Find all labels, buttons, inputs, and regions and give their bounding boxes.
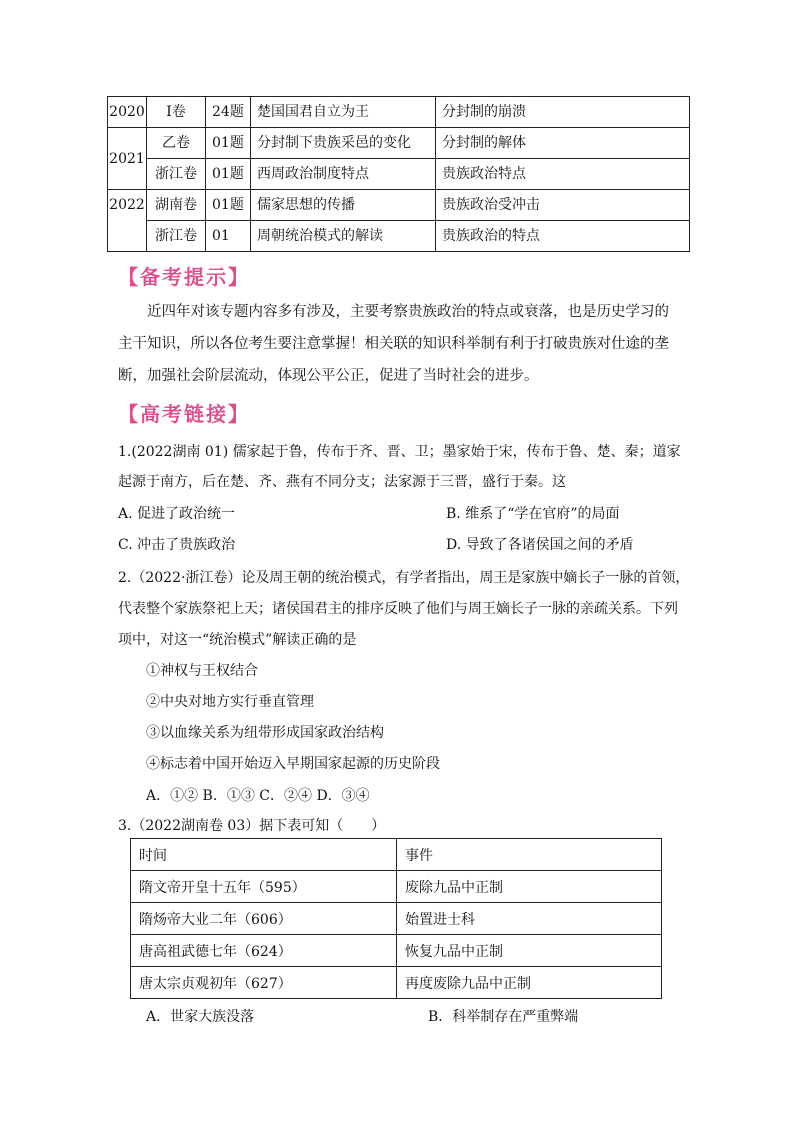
question-number-cell: 24题 (206, 97, 251, 128)
q3-option-a: A．世家大族没落 (146, 1009, 255, 1025)
paper-cell: 湖南卷 (147, 190, 206, 221)
exam-table (107, 96, 690, 252)
events-table (130, 838, 662, 999)
time-cell: 隋文帝开皇十五年（595） (131, 871, 397, 903)
link-heading: 【高考链接】 (118, 402, 250, 426)
paper-cell: 浙江卷 (147, 159, 206, 190)
table-row (108, 159, 690, 190)
event-cell: 废除九品中正制 (397, 871, 662, 903)
header-time: 时间 (131, 839, 397, 871)
question-number-cell: 01 (206, 221, 251, 252)
topic-cell: 儒家思想的传播 (251, 190, 436, 221)
point-cell: 分封制的解体 (436, 128, 690, 159)
table-row (108, 190, 690, 221)
time-cell: 隋炀帝大业二年（606） (131, 903, 397, 935)
time-cell: 唐高祖武德七年（624） (131, 935, 397, 967)
year-cell: 2020 (108, 97, 147, 128)
table-row (108, 97, 690, 128)
table-row (108, 221, 690, 252)
header-event: 事件 (397, 839, 662, 871)
point-cell: 贵族政治的特点 (436, 221, 690, 252)
q2-stem-line3: 项中，对这一“统治模式”解读正确的是 (118, 632, 357, 648)
table-row (131, 871, 662, 903)
q1-option-a: A. 促进了政治统一 (118, 506, 236, 522)
year-cell: 2022 (108, 190, 147, 252)
q1-stem-line1: 1.(2022湖南 01) 儒家起于鲁，传布于齐、晋、卫；墨家始于宋，传布于鲁、楚、秦；道家 (118, 444, 681, 460)
q2-stem-line2: 代表整个家族祭祀上天；诸侯国君主的排序反映了他们与周王嫡长子一脉的亲疏关系。下列 (118, 601, 678, 617)
table-row (131, 935, 662, 967)
q3-stem: 3.（2022湖南卷 03）据下表可知（ ） (118, 818, 386, 834)
table-row (131, 967, 662, 999)
paper-cell: 乙卷 (147, 128, 206, 159)
table-row (131, 903, 662, 935)
topic-cell: 西周政治制度特点 (251, 159, 436, 190)
q1-option-c: C. 冲击了贵族政治 (118, 537, 236, 553)
question-number-cell: 01题 (206, 190, 251, 221)
q2-item-2: ②中央对地方实行垂直管理 (146, 694, 314, 710)
table-row (108, 128, 690, 159)
time-cell: 唐太宗贞观初年（627） (131, 967, 397, 999)
table-header-row (131, 839, 662, 871)
q2-item-3: ③以血缘关系为纽带形成国家政治结构 (146, 725, 384, 741)
point-cell: 贵族政治受冲击 (436, 190, 690, 221)
point-cell: 贵族政治特点 (436, 159, 690, 190)
tip-paragraph: 近四年对该专题内容多有涉及，主要考察贵族政治的特点或衰落，也是历史学习的主干知识，所以各位考生要注意掌握！相关联的知识科举制有利于打破贵族对仕途的垄断，加强社会阶层流动，体现公平公正，促进了当时社会的进步。 (118, 304, 669, 384)
topic-cell: 周朝统治模式的解读 (251, 221, 436, 252)
tip-heading: 【备考提示】 (118, 265, 250, 289)
event-cell: 恢复九品中正制 (397, 935, 662, 967)
paper-cell: Ⅰ卷 (147, 97, 206, 128)
topic-cell: 分封制下贵族采邑的变化 (251, 128, 436, 159)
event-cell: 再度废除九品中正制 (397, 967, 662, 999)
q1-option-b: B. 维系了“学在官府”的局面 (446, 506, 620, 522)
q1-stem-line2: 起源于南方，后在楚、齐、燕有不同分支；法家源于三晋，盛行于秦。这 (118, 474, 566, 490)
year-cell: 2021 (108, 128, 147, 190)
paper-cell: 浙江卷 (147, 221, 206, 252)
point-cell: 分封制的崩溃 (436, 97, 690, 128)
event-cell: 始置进士科 (397, 903, 662, 935)
q2-item-1: ①神权与王权结合 (146, 663, 258, 679)
q2-item-4: ④标志着中国开始迈入早期国家起源的历史阶段 (146, 756, 440, 772)
q2-stem-line1: 2.（2022·浙江卷）论及周王朝的统治模式，有学者指出，周王是家族中嫡长子一脉的首领， (118, 570, 690, 586)
question-number-cell: 01题 (206, 159, 251, 190)
q2-options: A．①② B．①③ C．②④ D．③④ (146, 788, 370, 804)
q1-option-d: D. 导致了各诸侯国之间的矛盾 (446, 537, 634, 553)
q3-option-b: B．科举制存在严重弊端 (428, 1009, 579, 1025)
topic-cell: 楚国国君自立为王 (251, 97, 436, 128)
question-number-cell: 01题 (206, 128, 251, 159)
